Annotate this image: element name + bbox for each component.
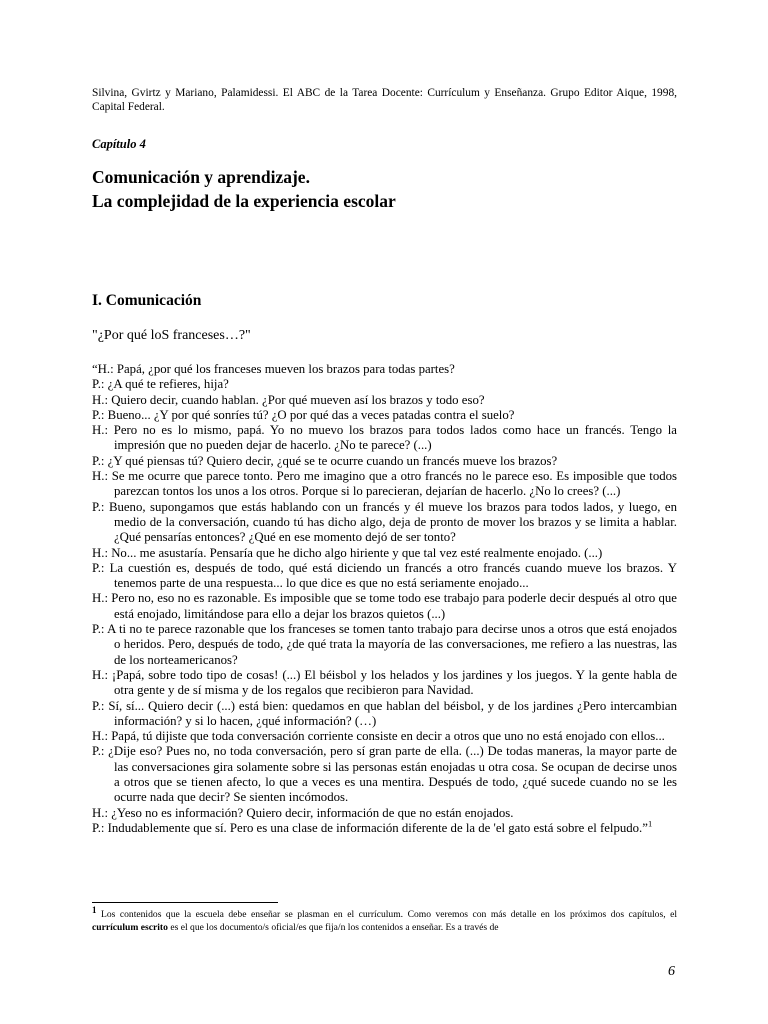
dialogue-line: H.: Se me ocurre que parece tonto. Pero me imagino que a otro francés no le parece eso. Es imposible que todos parezcan tontos los unos a los otros. Porque si lo parecieran, dejarían de hacerlo. ¿No lo crees? (...) [92, 469, 677, 499]
dialogue-line: H.: ¿Yeso no es información? Quiero decir, información de que no están enojados. [92, 805, 514, 820]
footnote-bold-term: currículum escrito [92, 922, 168, 933]
chapter-label: Capítulo 4 [92, 137, 146, 151]
dialogue-line: H.: Pero no, eso no es razonable. Es imposible que se tome todo ese trabajo para poderle decir después al otro que está enojado, limitándose para ello a dejar los brazos quietos (...) [92, 591, 677, 621]
footnote-reference[interactable]: 1 [647, 818, 653, 829]
dialogue-line-text: P.: Indudablemente que sí. Pero es una clase de información diferente de la de 'el gato está sobre el felpudo.” [92, 820, 648, 835]
dialogue-line: H.: Papá, tú dijiste que toda conversación corriente consiste en decir a otros que uno no está enojado con ellos... [92, 729, 665, 744]
citation: Silvina, Gvirtz y Mariano, Palamidessi. El ABC de la Tarea Docente: Currículum y Enseñanza. Grupo Editor Aique, 1998, Capital Federal. [92, 87, 677, 113]
dialogue-line: P.: Bueno, supongamos que estás hablando con un francés y él mueve los brazos para todos lados, y luego, en medio de la conversación, cuando tú has dicho algo, deja de pronto de mover los brazos y se limita a hablar. ¿Qué pensarías entonces? ¿Qué en ese momento dejó de ser tonto? [92, 499, 677, 545]
dialogue-line: H.: Quiero decir, cuando hablan. ¿Por qué mueven así los brazos y todo eso? [92, 392, 485, 407]
footnote [92, 904, 677, 934]
footnote-text-a: Los contenidos que la escuela debe enseñar se plasman en el currículum. Como veremos con más detalle en los próximos dos capítulos, el [100, 909, 677, 920]
footnote-divider [92, 902, 278, 903]
section-heading: I. Comunicación [92, 292, 202, 309]
title-line-2: La complejidad de la experiencia escolar [92, 191, 396, 211]
dialogue-line: P.: ¿Y qué piensas tú? Quiero decir, ¿qué se te ocurre cuando un francés mueve los brazos? [92, 453, 558, 468]
footnote-text-b: es el que los documento/s oficial/es que fija/n los contenidos a enseñar. Es a través de [167, 922, 499, 933]
dialogue-line: P.: ¿Dije eso? Pues no, no toda conversación, pero sí gran parte de ella. (...) De todas maneras, la mayor parte de las conversaciones gira solamente sobre si las personas están enojadas u otra cosa. Se ocupan de decirse unos a otros que se tienen afecto, lo que a veces es una mentira. Después de todo, ¿qué sucede cuando no se les ocurre nada que decir? Se sienten incómodos. [92, 744, 677, 805]
dialogue-line: P.: La cuestión es, después de todo, qué está diciendo un francés a otro francés cuando mueve los brazos. Y tenemos parte de una respuesta... lo que dice es que no está seriamente enojado... [92, 560, 677, 591]
dialogue-line: P.: ¿A qué te refieres, hija? [92, 377, 229, 392]
dialogue-line-last [92, 818, 677, 836]
dialogue-line: H.: ¡Papá, sobre todo tipo de cosas! (...) El béisbol y los helados y los jardines y los juegos. Y la gente habla de otra gente y de sí misma y de los regalos que recibieron para Navidad. [92, 667, 677, 698]
page-number: 6 [668, 964, 675, 979]
title-line-1: Comunicación y aprendizaje. [92, 167, 310, 187]
dialogue-line: H.: No... me asustaría. Pensaría que he dicho algo hiriente y que tal vez esté realmente enojado. (...) [92, 545, 603, 560]
dialogue-line: P.: Sí, sí... Quiero decir (...) está bien: quedamos en que hablan del béisbol, y de los jardines ¿Pero intercambian información? y si lo hacen, ¿qué información? (…) [92, 698, 677, 728]
dialogue-line: P.: A ti no te parece razonable que los franceses se tomen tanto trabajo para decirse unos a otros que está enojados o heridos. Pero, después de todo, ¿de qué trata la mayoría de las conversaciones, me refiero a las nuestras, las de los norteamericanos? [92, 622, 677, 667]
dialogue-line: “H.: Papá, ¿por qué los franceses mueven los brazos para todas partes? [92, 362, 455, 376]
dialogue-line: H.: Pero no es lo mismo, papá. Yo no muevo los brazos para todos lados como hace un francés. Tengo la impresión que no pueden dejar de hacerlo. ¿No te parece? (...) [92, 423, 677, 453]
chapter-title [92, 165, 692, 213]
dialogue-line: P.: Bueno... ¿Y por qué sonríes tú? ¿O por qué das a veces patadas contra el suelo? [92, 407, 515, 422]
dialogue [92, 362, 677, 836]
quote-title: "¿Por qué loS franceses…?" [92, 328, 251, 343]
footnote-marker: 1 [92, 904, 97, 915]
